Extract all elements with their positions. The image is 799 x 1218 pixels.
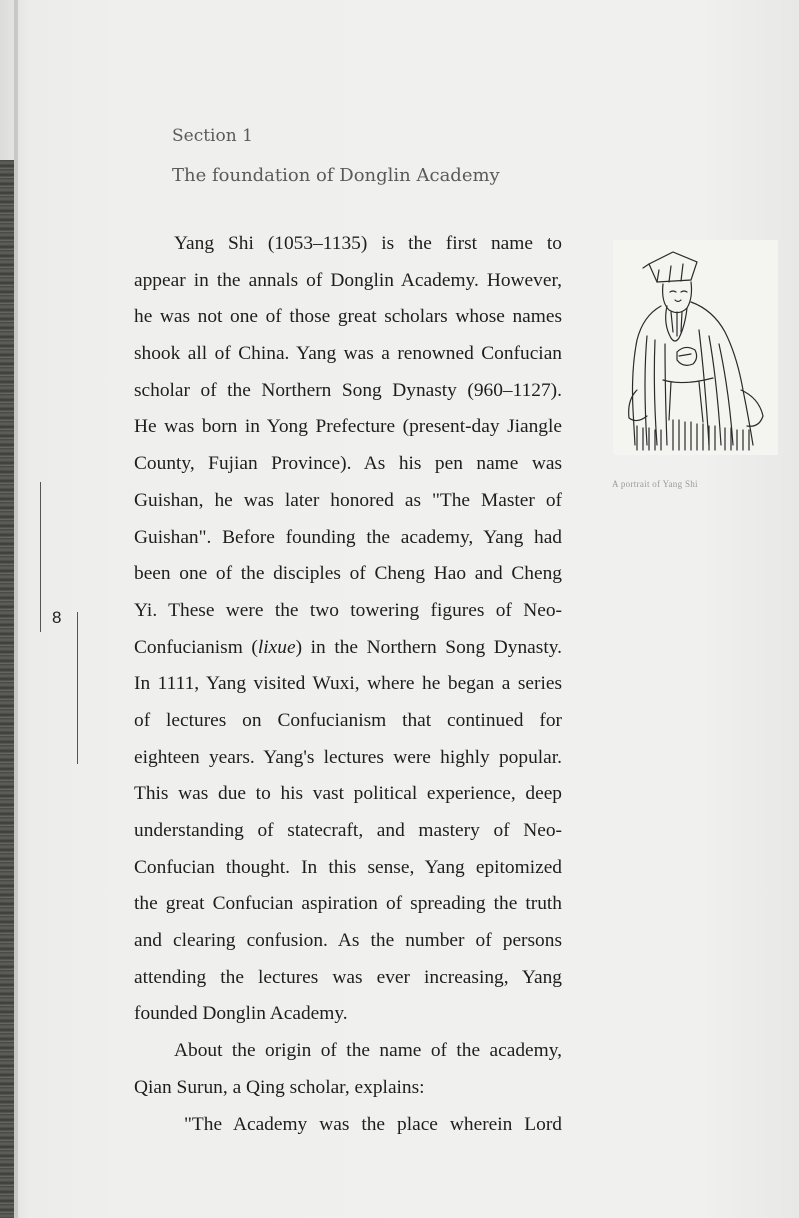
body-line: been one of the disciples of Cheng Hao and Cheng [134,563,562,585]
body-line: scholar of the Northern Song Dynasty (960–1127). [134,379,562,401]
page-number: 8 [52,608,62,627]
body-line: About the origin of the name of the academy, [174,1040,562,1062]
body-line: Yi. These were the two towering figures of Neo- [134,599,562,621]
body-line: Confucianism (lixue) in the Northern Song Dynasty. [134,636,562,658]
body-line: Guishan, he was later honored as "The Master of [134,489,562,511]
body-line: Confucian thought. In this sense, Yang epitomized [134,856,562,878]
body-line: founded Donglin Academy. [134,1003,348,1025]
portrait-caption: A portrait of Yang Shi [612,479,698,489]
section-title: The foundation of Donglin Academy [172,165,500,186]
body-line: attending the lectures was ever increasing, Yang [134,966,562,988]
portrait-image [613,240,778,455]
section-number: Section 1 [172,126,253,146]
body-line: shook all of China. Yang was a renowned Confucian [134,343,562,365]
portrait-drawing [613,240,778,455]
body-line: understanding of statecraft, and mastery of Neo- [134,820,562,841]
body-line: "The Academy was the place wherein Lord [184,1113,562,1135]
body-line: Qian Surun, a Qing scholar, explains: [134,1076,425,1098]
body-line: He was born in Yong Prefecture (present-day Jiangle [134,416,562,438]
body-line: he was not one of those great scholars whose names [134,306,562,328]
book-binding-edge [0,160,14,1218]
page-number-rule-right [77,612,78,764]
body-line: Guishan". Before founding the academy, Yang had [134,526,562,548]
body-line: Yang Shi (1053–1135) is the first name to [174,233,562,254]
body-line: and clearing confusion. As the number of persons [134,930,562,952]
body-line: appear in the annals of Donglin Academy. However, [134,269,562,291]
body-line: the great Confucian aspiration of spreading the truth [134,893,562,915]
page-edge-shadow [14,0,18,1218]
body-line: County, Fujian Province). As his pen name was [134,453,562,475]
page-number-rule-left [40,482,41,632]
body-line: of lectures on Confucianism that continued for [134,709,562,731]
body-line: eighteen years. Yang's lectures were highly popular. [134,746,562,768]
body-line: This was due to his vast political experience, deep [134,783,562,805]
body-text [134,226,562,1143]
body-line: In 1111, Yang visited Wuxi, where he began a series [134,673,562,695]
